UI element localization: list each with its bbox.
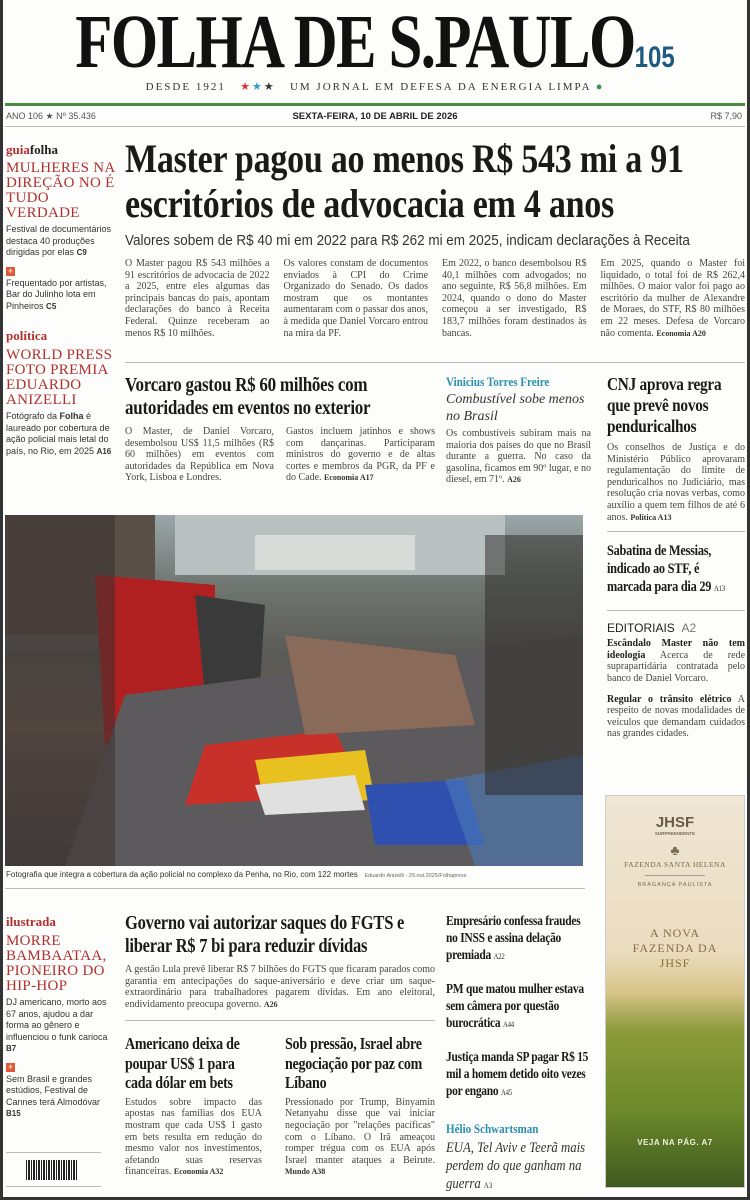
lead-story xyxy=(125,136,745,339)
teaser-headline: MORRE BAMBAATAA, PIONEIRO DO HIP-HOP xyxy=(6,933,107,994)
ad-cta: VEJA NA PÁG. A7 xyxy=(637,1138,713,1147)
star-icon: ★ xyxy=(251,81,264,93)
teaser-text: Fotógrafo da Folha é laureado por cobertura de ação policial mais letal do país, no Rio, em 2025 A16 xyxy=(6,411,112,456)
lead-headline[interactable]: Master pagou ao menos R$ 543 mi a 91 escritórios de advocacia em 4 anos xyxy=(125,136,684,226)
star-icon: ★ xyxy=(263,81,276,93)
section-label: política xyxy=(6,328,48,343)
helio-column[interactable] xyxy=(446,1121,594,1195)
column-title: EUA, Tel Aviv e Teerã mais perdem do que ganham na guerra A3 xyxy=(446,1140,586,1192)
issue-info: ANO 106 ★ Nº 35.436 xyxy=(6,111,96,121)
vorcaro-col-2: Gastos incluem jatinhos e shows com dançarinas. Participaram ministros do governo e de altas cortes e membros da PGR, da PF e do Cade. Economia A17 xyxy=(286,426,435,484)
cnj-story[interactable] xyxy=(607,374,745,523)
section-label: ilustrada xyxy=(6,914,56,929)
israel-story[interactable] xyxy=(285,1034,435,1178)
anniversary-number: 105 xyxy=(634,41,675,74)
photo-illustration xyxy=(5,515,583,866)
motto: UM JORNAL EM DEFESA DA ENERGIA LIMPA xyxy=(289,81,591,93)
divider xyxy=(125,362,745,363)
cnj-text: Os conselhos de Justiça e do Ministério Público aprovaram regulamentação do limite de penduricalhos no Judiciário, mas resolução cria novas verbas, como auxílio a quem tem filhos de até 6 anos. Política A13 xyxy=(607,442,745,523)
sabatina-headline[interactable]: Sabatina de Messias, indicado ao STF, é marcada para dia 29 A13 xyxy=(607,543,725,596)
americano-headline: Americano deixa de poupar US$ 1 para cada dólar em bets xyxy=(125,1034,240,1093)
date: SEXTA-FEIRA, 10 DE ABRIL DE 2026 xyxy=(292,111,458,122)
columnist-name: Hélio Schwartsman xyxy=(446,1121,539,1136)
ad-tagline: SURPREENDENTE xyxy=(654,831,696,836)
right-column xyxy=(607,374,745,740)
left-sidebar-top xyxy=(6,142,116,457)
tree-icon: ♣ xyxy=(670,844,680,859)
since-text: DESDE 1921 xyxy=(145,81,226,93)
photo-credit: Eduardo Anizelli · 29.out.2025/Folhapress xyxy=(364,873,467,879)
editorial-item[interactable]: Escândalo Master não tem ideologia Acerca de rede suprapartidária contratada pelo banco de Daniel Vorcaro. xyxy=(607,638,746,684)
teaser-text: DJ americano, morto aos 67 anos, ajudou a dar forma ao gênero e influenciou o funk carioca B7 xyxy=(6,997,108,1053)
masthead-logo: FOLHA DE S.PAULO105 xyxy=(75,0,675,84)
vorcaro-story xyxy=(125,374,435,484)
jhsf-advertisement[interactable] xyxy=(605,795,745,1188)
column-title: Combustível sobe menos no Brasil xyxy=(446,392,585,424)
fgts-story[interactable] xyxy=(125,912,435,1010)
lead-col-4: Em 2025, quando o Master foi liquidado, o total foi de R$ 262,4 milhões. O maior valor foi pago ao escritório da mulher de Alexandre de Moraes, do STF, R$ 80 milhões em 22 meses. Defesa de Vorcaro não comenta. Economia A20 xyxy=(600,258,745,339)
politica-teaser[interactable] xyxy=(6,328,116,457)
editorial-item[interactable]: Regular o trânsito elétrico A respeito de novas modalidades de veículos que demandam cuidados nas grandes cidades. xyxy=(607,693,745,740)
teaser-headline: WORLD PRESS FOTO PREMIA EDUARDO ANIZELLI xyxy=(6,347,113,408)
editoriais[interactable] xyxy=(607,621,745,740)
leaf-icon: ● xyxy=(595,81,605,93)
photo-caption: Fotografia que integra a cobertura da ação policial no complexo da Penha, no Rio, com 122 mortes Eduardo Anizelli · 29.out.2025/Folhapress xyxy=(6,870,467,879)
fgts-headline: Governo vai autorizar saques do FGTS e liberar R$ 7 bi para reduzir dívidas xyxy=(125,913,405,957)
lead-col-2: Os valores constam de documentos enviados à CPI do Crime Organizado do Senado. Os dados mostram que os montantes aumentaram com o passar dos anos, à medida que Daniel Vorcaro entrou na mira da PF. xyxy=(283,258,428,339)
teaser-headline: MULHERES NA DIREÇÃO NO É TUDO VERDADE xyxy=(6,160,115,221)
vorcaro-col-1: O Master, de Daniel Vorcaro, desembolsou US$ 11,5 milhões (R$ 60 milhões) em eventos com autoridades da República em Nova York, Lisboa e Londres. xyxy=(125,426,274,484)
columnist-name: Vinicius Torres Freire xyxy=(446,374,550,389)
americano-text: Estudos sobre impacto das apostas nas famílias dos EUA mostram que cada US$ 1 gasto em bets resulta em redução do mesmo valor nos investimentos, afetando suas reservas financeiras. Economia A32 xyxy=(125,1096,262,1178)
ad-brand: JHSF xyxy=(655,814,695,831)
israel-text: Pressionado por Trump, Binyamin Netanyahu disse que vai iniciar negociação por "relações pacíficas" com o Líbano. O Irã ameaçou romper trégua com os EUA após Israel manter ataques a Beirute. Mundo A38 xyxy=(285,1096,435,1177)
teaser-text: Frequentado por artistas, Bar do Julinho lota em Pinheiros C5 xyxy=(6,277,107,311)
cnj-headline: CNJ aprova regra que prevê novos penduricalhos xyxy=(607,374,722,436)
vinicius-column[interactable] xyxy=(446,374,591,486)
teaser-text: Sem Brasil e grandes estúdios, Festival de Cannes terá Almodóvar B15 xyxy=(6,1073,101,1118)
price: R$ 7,90 xyxy=(710,111,742,121)
tagline xyxy=(0,80,750,93)
divider xyxy=(6,1152,101,1153)
column-text: Os combustíveis subiram mais na maioria dos países do que no Brasil durante a guerra. No caso da gasolina, ficamos em 90º lugar, e no diesel, em 71º. A26 xyxy=(446,428,591,486)
fgts-text: A gestão Lula prevê liberar R$ 7 bilhões do FGTS que ficaram parados como garantia em antecipações do saque-aniversário e deve criar um saque-extraordinário para trabalhadores pagarem dívidas. Em ano eleitoral, endividamento preocupa governo. A26 xyxy=(125,964,435,1010)
ad-place: BRAGANÇA PAULISTA xyxy=(637,882,713,888)
teaser-text: Festival de documentários destaca 40 produções dirigidas por elas C9 xyxy=(6,224,112,257)
divider xyxy=(5,888,585,889)
divider xyxy=(5,126,745,127)
divider xyxy=(607,610,745,611)
briefs-list xyxy=(446,912,594,1195)
plus-icon: + xyxy=(7,265,14,276)
section-label: guiafolha xyxy=(6,142,59,157)
lead-col-1: O Master pagou R$ 543 milhões a 91 escritórios de advocacia de 2022 a 2025, entre eles algumas das principais bancas do país, apontam declarações do banco à Receita Federal. Quinze receberam ao menos R$ 10 milhões. xyxy=(125,258,270,339)
lead-col-3: Em 2022, o banco desembolsou R$ 40,1 milhões com advogados; no ano seguinte, R$ 56,8 milhões. Em 2024, quando o dono do Master começou a ser investigado, R$ 183,7 milhões foram destinados às bancas. xyxy=(442,258,587,339)
editoriais-label: EDITORIAIS A2 xyxy=(607,621,697,636)
lead-subhead: Valores sobem de R$ 40 mi em 2022 para R$ 262 mi em 2025, indicam declarações à Receita xyxy=(125,233,690,249)
americano-story[interactable] xyxy=(125,1034,262,1178)
israel-headline: Sob pressão, Israel abre negociação por paz com Líbano xyxy=(285,1034,423,1093)
divider xyxy=(5,103,745,106)
lower-main xyxy=(125,912,435,1178)
divider xyxy=(645,875,705,876)
ad-name: FAZENDA SANTA HELENA xyxy=(624,860,726,869)
brief-item[interactable]: Justiça manda SP pagar R$ 15 mil a homem detido oito vezes por engano A45 xyxy=(446,1049,589,1098)
divider xyxy=(125,1020,435,1021)
divider xyxy=(607,531,745,532)
barcode xyxy=(26,1160,78,1180)
main-photo[interactable] xyxy=(5,515,583,866)
star-icon: ★ xyxy=(240,81,252,93)
guia-teaser[interactable] xyxy=(6,142,116,312)
ad-headline: A NOVA FAZENDA DA JHSF xyxy=(632,926,718,970)
plus-icon: + xyxy=(7,1061,14,1072)
brief-item[interactable]: Empresário confessa fraudes no INSS e assina delação premiada A22 xyxy=(446,913,581,962)
ilustrada-teaser[interactable] xyxy=(6,914,116,1120)
vorcaro-headline[interactable]: Vorcaro gastou R$ 60 milhões com autoridades em eventos no exterior xyxy=(125,374,371,419)
divider xyxy=(6,1186,101,1187)
brief-item[interactable]: PM que matou mulher estava sem câmera por questão burocrática A44 xyxy=(446,981,584,1030)
